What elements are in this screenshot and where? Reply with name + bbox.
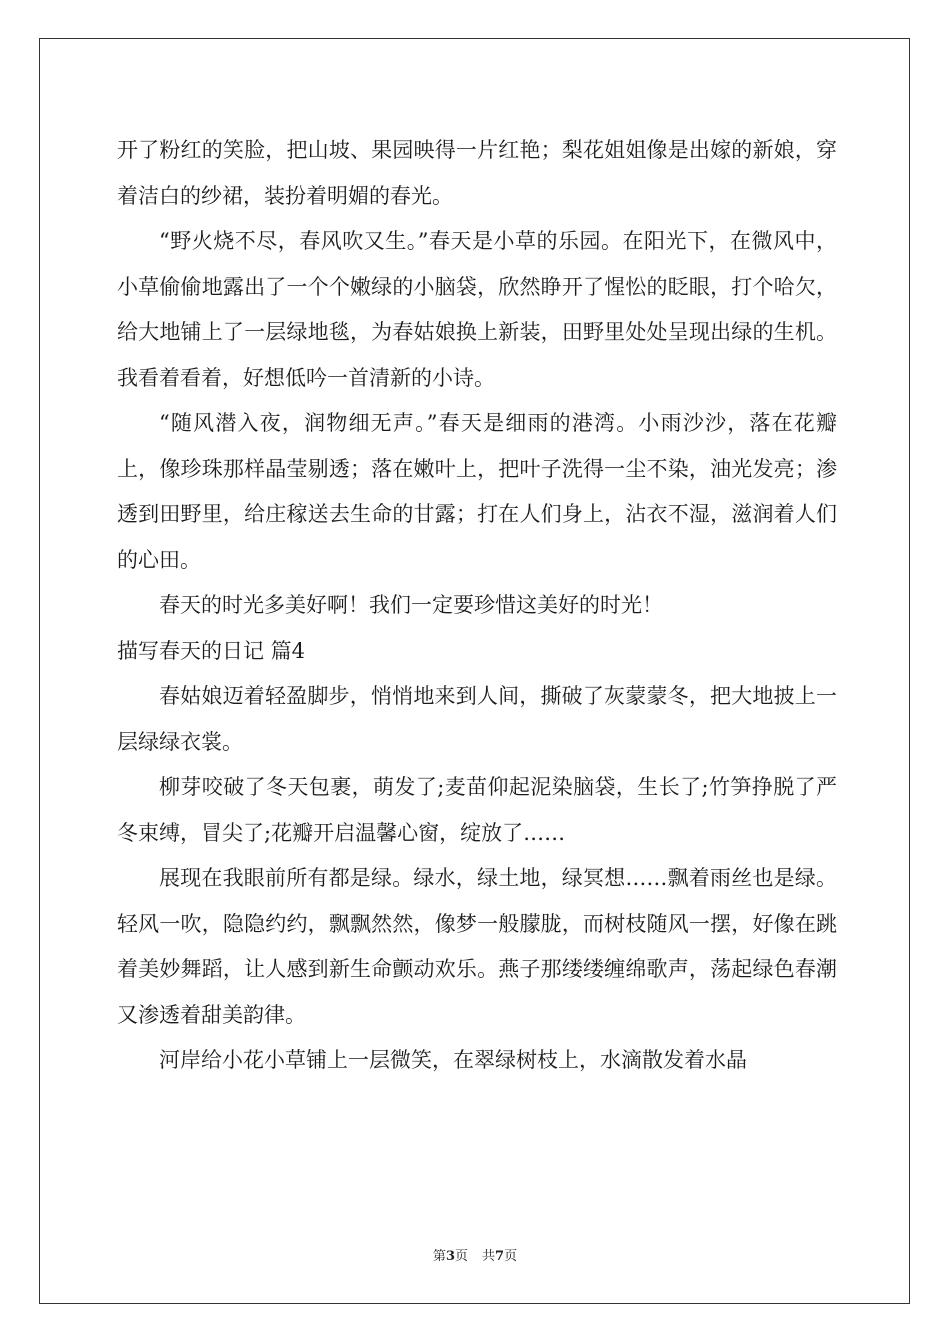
page-prefix: 第 bbox=[432, 1249, 446, 1264]
paragraph: 春姑娘迈着轻盈脚步，悄悄地来到人间，撕破了灰蒙蒙冬，把大地披上一层绿绿衣裳。 bbox=[117, 684, 837, 754]
page-footer bbox=[0, 1245, 950, 1264]
page-unit: 页 bbox=[454, 1249, 468, 1264]
page-total: 7 bbox=[495, 1249, 505, 1264]
paragraph: 柳芽咬破了冬天包裹，萌发了;麦苗仰起泥染脑袋，生长了;竹笋挣脱了严冬束缚，冒尖了;花瓣开启温馨心窗，绽放了…… bbox=[117, 775, 837, 845]
paragraph-continued: 开了粉红的笑脸，把山坡、果园映得一片红艳；梨花姐姐像是出嫁的新娘，穿着洁白的纱裙，装扮着明媚的春光。 bbox=[117, 138, 837, 208]
paragraph: “随风潜入夜，润物细无声。”春天是细雨的港湾。小雨沙沙，落在花瓣上，像珍珠那样晶莹剔透；落在嫩叶上，把叶子洗得一尘不染，油光发亮；渗透到田野里，给庄稼送去生命的甘露；打在人们身上，沾衣不湿，滋润着人们的心田。 bbox=[117, 411, 837, 572]
paragraph: 展现在我眼前所有都是绿。绿水，绿土地，绿冥想……飘着雨丝也是绿。轻风一吹，隐隐约约，飘飘然然，像梦一般朦胧，而树枝随风一摆，好像在跳着美妙舞蹈，让人感到新生命颤动欢乐。燕子那缕缕缠绵歌声，荡起绿色春潮又渗透着甜美韵律。 bbox=[117, 866, 837, 1027]
paragraph: “野火烧不尽，春风吹又生。”春天是小草的乐园。在阳光下，在微风中，小草偷偷地露出了一个个嫩绿的小脑袋，欣然睁开了惺忪的眨眼，打个哈欠，给大地铺上了一层绿地毯，为春姑娘换上新装，田野里处处呈现出绿的生机。我看着看着，好想低吟一首清新的小诗。 bbox=[117, 229, 837, 390]
page-current: 3 bbox=[445, 1249, 455, 1264]
section-heading: 描写春天的日记 篇4 bbox=[117, 638, 306, 663]
paragraph: 春天的时光多美好啊！我们一定要珍惜这美好的时光！ bbox=[159, 593, 663, 617]
total-unit: 页 bbox=[504, 1249, 518, 1264]
total-prefix: 共 bbox=[482, 1249, 496, 1264]
document-body bbox=[117, 128, 837, 1084]
paragraph: 河岸给小花小草铺上一层微笑，在翠绿树枝上，水滴散发着水晶 bbox=[159, 1048, 747, 1072]
